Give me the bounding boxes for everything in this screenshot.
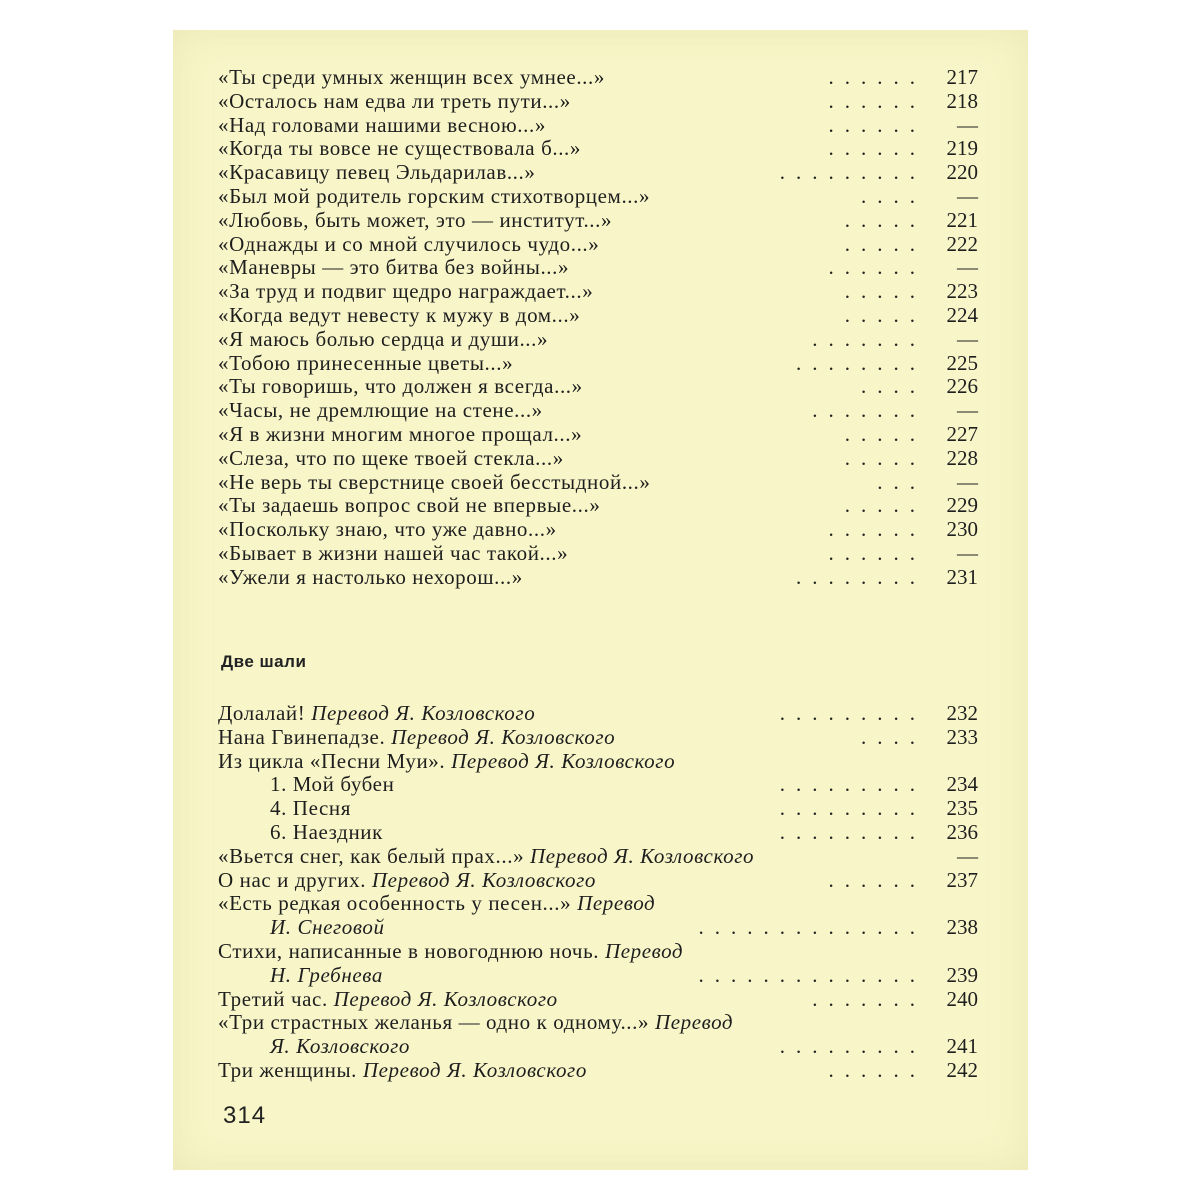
toc-entry-title [218,209,612,233]
toc-entry-page: 236 [946,819,978,844]
toc-entry-title-text: «Бывает в жизни нашей час такой...» [218,540,569,565]
toc-entry-title [270,964,383,988]
toc-entry-leader: .... [861,724,926,749]
toc-entry-title [270,797,351,821]
toc-entry [218,821,978,845]
toc-entry-translator: Перевод Я. Козловского [362,1057,587,1082]
toc-entry-leader: ........ [796,564,926,589]
toc-entry-page: — [957,398,978,423]
toc-entry-title [218,66,605,90]
toc-entry [218,328,978,352]
toc-entry-title [218,328,548,352]
toc-entry [218,209,978,233]
toc-entry-page: 225 [946,350,978,375]
toc-entry-leader: ... [877,469,926,494]
toc-entry [218,114,978,138]
toc-entry-page: 219 [946,136,978,161]
toc-entry-title-text: Нана Гвинепадзе. [218,724,392,749]
toc-entry-title-text: «Три страстных желанья — одно к одному...» [218,1010,655,1035]
toc-section-1 [218,66,978,590]
toc-entry-title [218,447,564,471]
section-heading: Две шали [221,652,307,671]
toc-entry [218,566,978,590]
toc-entry-title-text: Долалай! [218,701,312,725]
toc-entry-page: 231 [946,564,978,589]
toc-entry-title-text: «Когда ведут невесту к мужу в дом...» [218,302,581,327]
toc-entry-leader: ........ [796,350,926,375]
toc-entry-title [218,1011,733,1035]
toc-entry-title [218,892,655,916]
toc-entry-page: — [957,255,978,280]
toc-entry-page: — [957,843,978,868]
toc-entry-title-text: «Когда ты вовсе не существовала б...» [218,136,581,161]
page-number: 314 [223,1102,267,1129]
toc-entry [218,892,978,916]
toc-entry-title [218,845,754,869]
toc-entry-title-text: «Я маюсь болью сердца и души...» [218,326,549,351]
toc-entry-title-text: «Часы, не дремлющие на стене...» [218,398,543,423]
toc-entry-title [218,750,675,774]
toc-entry-page: 239 [946,962,978,987]
toc-entry-title-text: «Слеза, что по щеке твоей стекла...» [218,445,564,470]
toc-entry-translator: Перевод Я. Козловского [371,867,596,892]
toc-entry-title-text: «Ты задаешь вопрос свой не впервые...» [218,493,601,518]
toc-entry [218,773,978,797]
toc-entry-title-text: 6. Наездник [270,819,383,844]
toc-entry-leader: ...... [828,517,926,542]
toc-entry-title [218,423,582,447]
toc-entry-leader: ...... [828,255,926,280]
toc-entry [218,233,978,257]
toc-entry-title [270,821,383,845]
toc-entry-title-text: «Ты среди умных женщин всех умнее...» [218,65,605,89]
toc-entry [218,304,978,328]
toc-entry-title [218,352,513,376]
toc-entry-title [218,726,615,750]
toc-entry-title-text: 1. Мой бубен [270,772,395,797]
toc-entry-page: 235 [946,796,978,821]
toc-entry-page: 241 [946,1034,978,1059]
toc-entry [218,66,978,90]
toc-entry-page: 238 [946,915,978,940]
toc-entry [218,375,978,399]
toc-entry [218,964,978,988]
toc-entry [218,447,978,471]
toc-entry-translator: Н. Гребнева [270,962,383,987]
toc-entry-leader: ...... [828,65,926,89]
toc-entry-page: 226 [946,374,978,399]
toc-entry [218,1035,978,1059]
toc-entry-page: — [957,540,978,565]
toc-entry-translator: Перевод Я. Козловского [451,748,676,773]
toc-entry-page: 221 [946,207,978,232]
toc-entry-leader: ...... [828,1057,926,1082]
toc-entry-leader: ....... [812,398,926,423]
toc-entry-title-text: О нас и других. [218,867,372,892]
toc-entry-title-text: Третий час. [218,986,334,1011]
toc-entry-page: — [957,112,978,137]
toc-entry-title [218,233,599,257]
toc-entry-title-text: «Однажды и со мной случилось чудо...» [218,231,600,256]
toc-entry-title-text: Три женщины. [218,1057,363,1082]
toc-entry-page: 232 [946,701,978,725]
toc-entry-leader: ..... [844,493,926,518]
toc-entry-title-text: «Ты говоришь, что должен я всегда...» [218,374,583,399]
toc-entry [218,916,978,940]
toc-entry-title-text: «Есть редкая особенность у песен...» [218,891,578,916]
toc-entry-translator: Перевод [577,891,656,916]
toc-entry [218,399,978,423]
toc-entry-title-text: «Любовь, быть может, это — институт...» [218,207,613,232]
toc-entry-leader: ......... [779,772,926,797]
toc-entry [218,869,978,893]
toc-entry [218,940,978,964]
toc-entry-leader: ..... [844,207,926,232]
toc-entry-leader: ..... [844,279,926,304]
toc-entry-title [218,471,650,495]
toc-entry-title [270,1035,410,1059]
toc-entry [218,280,978,304]
toc-entry-title [218,566,523,590]
toc-entry-leader: ..... [844,445,926,470]
toc-entry-title-text: «Вьется снег, как белый прах...» [218,843,531,868]
toc-entry-leader: .... [861,374,926,399]
toc-entry-title [218,280,593,304]
toc-entry-translator: Я. Козловского [270,1034,411,1059]
toc-entry-leader: ...... [828,867,926,892]
toc-entry-translator: Перевод [604,938,684,963]
toc-entry-leader: ......... [779,701,926,725]
toc-entry-title [270,916,385,940]
toc-entry-leader: ...... [828,540,926,565]
toc-entry-page: — [957,183,978,208]
toc-entry-translator: Перевод [654,1010,734,1035]
toc-entry-leader: ...... [828,136,926,161]
toc-entry-title [218,114,546,138]
toc-entry [218,137,978,161]
toc-entry-title [218,375,583,399]
toc-entry-page: 224 [946,302,978,327]
toc-entry-page: 227 [946,421,978,446]
toc-entry [218,161,978,185]
toc-entry-leader: ..... [844,231,926,256]
toc-entry-title [218,518,557,542]
toc-entry-leader: ..... [844,421,926,446]
toc-entry [218,494,978,518]
toc-entry-leader: .............. [698,962,926,987]
toc-entry-leader: ......... [779,160,926,185]
toc-entry [218,1059,978,1083]
toc-entry-title-text: «Поскольку знаю, что уже давно...» [218,517,557,542]
toc-entry-title [218,542,568,566]
toc-entry [218,471,978,495]
toc-entry [218,988,978,1012]
toc-entry-title-text: «Осталось нам едва ли треть пути...» [218,88,571,113]
toc-entry-leader: .............. [698,915,926,940]
toc-entry-page: 240 [946,986,978,1011]
toc-entry-translator: Перевод Я. Козловского [530,843,755,868]
toc-entry-title-text: Из цикла «Песни Муи». [218,748,452,773]
toc-entry-page: 223 [946,279,978,304]
toc-entry-page: 242 [946,1057,978,1082]
toc-entry-title-text: «Красавицу певец Эльдарилав...» [218,160,536,185]
toc-entry-leader: ......... [779,796,926,821]
toc-entry-page: — [957,326,978,351]
toc-entry-page: 218 [946,88,978,113]
toc-entry [218,423,978,447]
toc-entry-leader: ......... [779,1034,926,1059]
toc-entry [218,518,978,542]
toc-entry [218,726,978,750]
toc-entry-title [218,940,683,964]
toc-entry-title-text: «Был мой родитель горским стихотворцем...» [218,183,651,208]
toc-entry-leader: ...... [828,112,926,137]
toc-entry-page: 222 [946,231,978,256]
toc-entry-leader: ..... [844,302,926,327]
toc-entry-page: 229 [946,493,978,518]
toc-entry-leader: ....... [812,986,926,1011]
toc-entry [218,750,978,774]
toc-entry-page: 230 [946,517,978,542]
toc-entry-title [218,1059,587,1083]
toc-entry-title-text: «Ужели я настолько нехорош...» [218,564,523,589]
toc-entry-title-text: «Я в жизни многим многое прощал...» [218,421,583,446]
toc-entry-title [218,702,535,726]
toc-entry [218,256,978,280]
toc-entry-title-text: «Маневры — это битва без войны...» [218,255,570,280]
toc-entry-title [218,161,535,185]
toc-entry-title-text: 4. Песня [270,796,352,821]
toc-entry-title-text: «Тобою принесенные цветы...» [218,350,514,375]
toc-entry-title [270,773,394,797]
toc-entry [218,702,978,726]
toc-entry-title [218,90,571,114]
toc-entry [218,797,978,821]
toc-entry-title [218,185,650,209]
toc-entry-leader: .... [861,183,926,208]
toc-entry [218,90,978,114]
toc-entry-translator: Перевод Я. Козловского [391,724,616,749]
toc-entry [218,845,978,869]
toc-entry-translator: Перевод Я. Козловского [333,986,558,1011]
toc-entry-title [218,304,580,328]
toc-entry-page: 217 [946,65,978,89]
toc-entry-leader: ...... [828,88,926,113]
toc-entry-title-text: «Не верь ты сверстнице своей бесстыдной...» [218,469,651,494]
toc-entry-title-text: Стихи, написанные в новогоднюю ночь. [218,938,605,963]
toc-entry-title [218,399,543,423]
toc-entry-page: 234 [946,772,978,797]
toc-entry-page: — [957,469,978,494]
book-page [173,30,1028,1170]
toc-entry-title [218,256,569,280]
toc-entry-translator: И. Снеговой [270,915,385,940]
toc-entry-page: 237 [946,867,978,892]
toc-entry [218,185,978,209]
toc-entry-title [218,988,558,1012]
toc-entry-leader: ....... [812,326,926,351]
toc-entry [218,542,978,566]
toc-entry-translator: Перевод Я. Козловского [311,701,536,725]
toc-entry-title [218,137,581,161]
toc-entry-title-text: «За труд и подвиг щедро награждает...» [218,279,594,304]
toc-entry [218,1011,978,1035]
toc-entry-page: 233 [946,724,978,749]
toc-entry-title-text: «Над головами нашими весною...» [218,112,546,137]
toc-entry-leader: ......... [779,819,926,844]
toc-entry-page: 228 [946,445,978,470]
toc-section-2 [218,702,978,1083]
toc-entry-title [218,869,596,893]
toc-entry [218,352,978,376]
toc-entry-title [218,494,600,518]
toc-entry-page: 220 [946,160,978,185]
